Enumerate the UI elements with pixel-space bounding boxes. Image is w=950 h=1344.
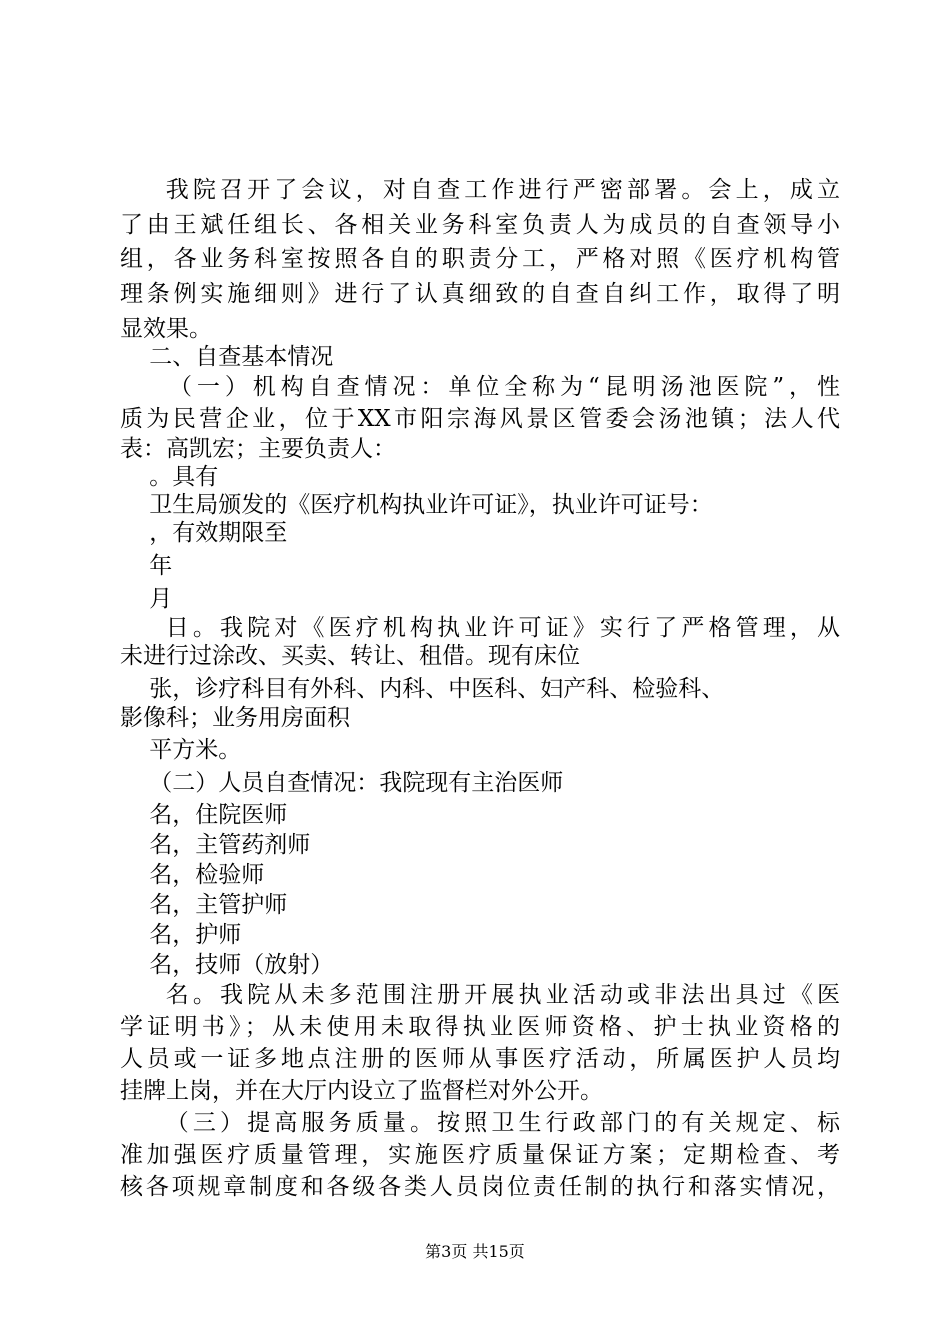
text-line: 理条例实施细则》进行了认真细致的自查自纠工作，取得了明 xyxy=(120,281,840,307)
text-line: 二、自查基本情况 xyxy=(120,344,334,370)
text-line: 平方米。 xyxy=(120,737,242,763)
text-line: 学证明书》；从未使用未取得执业医师资格、护士执业资格的 xyxy=(120,1014,840,1040)
text-line: 显效果。 xyxy=(120,316,212,342)
text-line: 人员或一证多地点注册的医师从事医疗活动，所属医护人员均 xyxy=(120,1046,840,1072)
text-line: 名，主管药剂师 xyxy=(120,832,311,858)
text-line: 质为民营企业，位于XX市阳宗海风景区管委会汤池镇；法人代 xyxy=(120,406,840,432)
text-line: 名，护师 xyxy=(120,922,242,948)
text-line: 组，各业务科室按照各自的职责分工，严格对照《医疗机构管 xyxy=(120,246,840,272)
text-line: 挂牌上岗，并在大厅内设立了监督栏对外公开。 xyxy=(120,1078,603,1104)
text-line: 年 xyxy=(120,553,173,579)
text-line: 名，技师（放射） xyxy=(120,952,334,978)
text-line: 了由王斌任组长、各相关业务科室负责人为成员的自查领导小 xyxy=(120,212,840,238)
text-line: 名，住院医师 xyxy=(120,802,288,828)
text-line: （三）提高服务质量。按照卫生行政部门的有关规定、标 xyxy=(120,1110,840,1136)
text-line: 表：高凯宏；主要负责人： xyxy=(120,436,396,462)
text-line: 日。我院对《医疗机构执业许可证》实行了严格管理，从 xyxy=(120,615,840,641)
page-footer: 第3页 共15页 xyxy=(425,1242,525,1261)
text-line: 核各项规章制度和各级各类人员岗位责任制的执行和落实情况， xyxy=(120,1174,840,1200)
text-line: 未进行过涂改、买卖、转让、租借。现有床位 xyxy=(120,643,580,669)
text-line: 。具有 xyxy=(120,464,219,490)
text-line: 我院召开了会议，对自查工作进行严密部署。会上，成立 xyxy=(120,177,840,203)
text-line: ，有效期限至 xyxy=(120,520,288,546)
text-line: 名，主管护师 xyxy=(120,892,288,918)
text-line: 名，检验师 xyxy=(120,862,265,888)
text-line: 月 xyxy=(120,586,173,612)
text-line: （二）人员自查情况：我院现有主治医师 xyxy=(120,770,564,796)
text-line: 卫生局颁发的《医疗机构执业许可证》，执业许可证号： xyxy=(120,492,713,518)
text-line: 名。我院从未多范围注册开展执业活动或非法出具过《医 xyxy=(120,982,840,1008)
text-line: 影像科；业务用房面积 xyxy=(120,705,350,731)
text-line: 张，诊疗科目有外科、内科、中医科、妇产科、检验科、 xyxy=(120,676,725,702)
text-line: 准加强医疗质量管理，实施医疗质量保证方案；定期检查、考 xyxy=(120,1142,840,1168)
text-line: （一）机构自查情况：单位全称为“昆明汤池医院”，性 xyxy=(120,374,840,400)
